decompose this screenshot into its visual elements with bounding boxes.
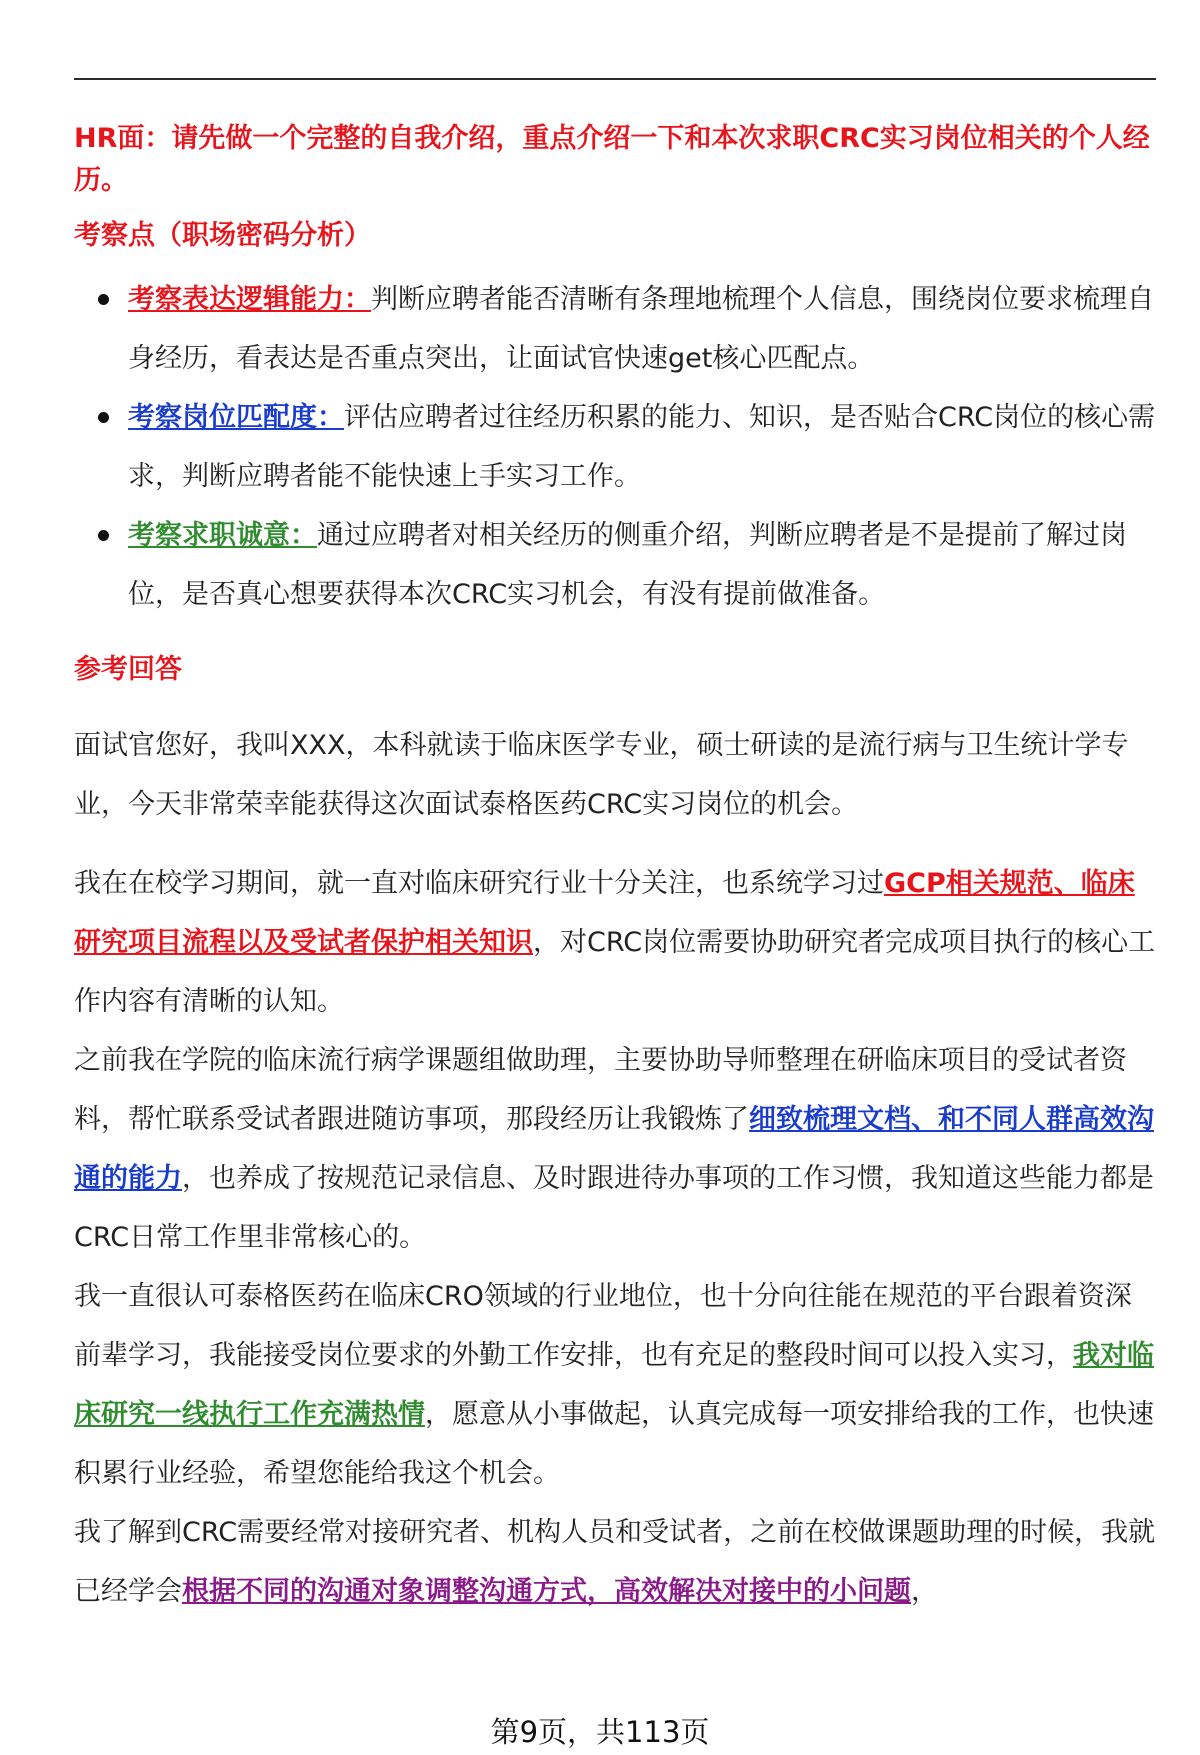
highlight-text: 根据不同的沟通对象调整沟通方式，高效解决对接中的小问题 bbox=[182, 1576, 911, 1607]
paragraph-text: 之前我在学院的临床流行病学课题组做助理，主要协助导师整理在研临床项目的受试者资料，帮忙联系受试者跟进随访事项，那段经历让我锻炼了 bbox=[74, 1045, 1127, 1135]
answer-paragraph-5 bbox=[74, 1503, 1156, 1621]
point-text: 评估应聘者过往经历积累的能力、知识，是否贴合CRC岗位的核心需求，判断应聘者能不能快速上手实习工作。 bbox=[128, 402, 1156, 492]
highlight-text: 我对临床研究一线执行工作充满热情 bbox=[74, 1340, 1154, 1430]
interview-question: HR面：请先做一个完整的自我介绍，重点介绍一下和本次求职CRC实习岗位相关的个人经历。 bbox=[74, 123, 1150, 196]
bullet-icon bbox=[98, 294, 109, 305]
paragraph-text: 我了解到CRC需要经常对接研究者、机构人员和受试者，之前在校做课题助理的时候，我就已经学会 bbox=[74, 1517, 1156, 1607]
point-label: 考察岗位匹配度： bbox=[128, 402, 344, 433]
paragraph-text: ，对CRC岗位需要协助研究者完成项目执行的核心工作内容有清晰的认知。 bbox=[74, 927, 1156, 1017]
highlight-text: 细致梳理文档、和不同人群高效沟通的能力 bbox=[74, 1104, 1154, 1194]
paragraph-text: 我一直很认可泰格医药在临床CRO领域的行业地位，也十分向往能在规范的平台跟着资深前辈学习，我能接受岗位要求的外勤工作安排，也有充足的整段时间可以投入实习， bbox=[74, 1281, 1132, 1371]
analysis-point bbox=[74, 270, 1156, 388]
answer-title: 参考回答 bbox=[74, 654, 182, 685]
point-label: 考察表达逻辑能力： bbox=[128, 284, 371, 315]
bullet-icon bbox=[98, 530, 109, 541]
paragraph-text: ，也养成了按规范记录信息、及时跟进待办事项的工作习惯，我知道这些能力都是CRC日常工作里非常核心的。 bbox=[74, 1163, 1154, 1253]
answer-paragraph-1: 面试官您好，我叫XXX，本科就读于临床医学专业，硕士研读的是流行病与卫生统计学专业，今天非常荣幸能获得这次面试泰格医药CRC实习岗位的机会。 bbox=[74, 730, 1129, 820]
analysis-points bbox=[74, 270, 1156, 624]
top-rule bbox=[74, 78, 1156, 80]
point-text: 通过应聘者对相关经历的侧重介绍，判断应聘者是不是提前了解过岗位，是否真心想要获得本次CRC实习机会，有没有提前做准备。 bbox=[128, 520, 1127, 610]
answer-paragraph-3 bbox=[74, 1031, 1156, 1267]
answer-paragraph-4 bbox=[74, 1267, 1156, 1503]
document-body bbox=[74, 118, 1156, 1621]
paragraph-text: ，愿意从小事做起，认真完成每一项安排给我的工作，也快速积累行业经验，希望您能给我这个机会。 bbox=[74, 1399, 1154, 1489]
point-label: 考察求职诚意： bbox=[128, 520, 317, 551]
page-footer: 第9页，共113页 bbox=[490, 1715, 710, 1749]
analysis-point bbox=[74, 388, 1156, 506]
bullet-icon bbox=[98, 412, 109, 423]
paragraph-text: ， bbox=[911, 1576, 938, 1607]
analysis-point bbox=[74, 506, 1156, 624]
analysis-title: 考察点（职场密码分析） bbox=[74, 220, 371, 251]
highlight-text: GCP相关规范、临床研究项目流程以及受试者保护相关知识 bbox=[74, 868, 1135, 958]
point-text: 判断应聘者能否清晰有条理地梳理个人信息，围绕岗位要求梳理自身经历，看表达是否重点突出，让面试官快速get核心匹配点。 bbox=[128, 284, 1154, 374]
answer-paragraph-2 bbox=[74, 854, 1156, 1031]
paragraph-text: 我在在校学习期间，就一直对临床研究行业十分关注，也系统学习过 bbox=[74, 868, 884, 899]
